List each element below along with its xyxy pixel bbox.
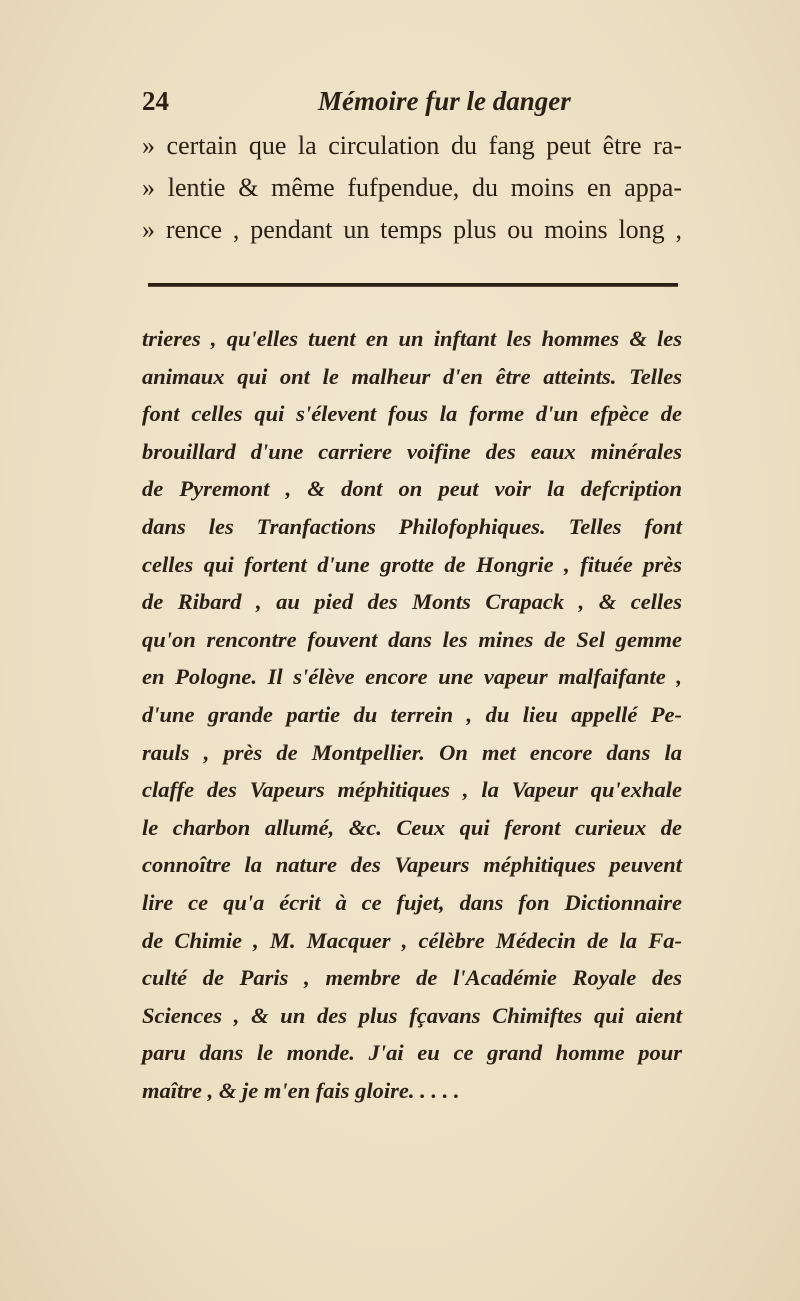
main-text-line: » certain que la circulation du fang peut être ra- [142,131,682,160]
footnote-line: de Ribard , au pied des Monts Crapack , & celles [142,589,682,615]
main-text-line: » rence , pendant un temps plus ou moins long , [142,215,682,244]
page-header [142,86,602,126]
footnote-line: lire ce qu'a écrit à ce fujet, dans fon Dictionnaire [142,889,682,915]
footnote-line: animaux qui ont le malheur d'en être atteints. Telles [142,363,682,389]
footnote-line: qu'on rencontre fouvent dans les mines de Sel gemme [142,626,682,652]
footnote-line: connoître la nature des Vapeurs méphitiques peuvent [142,852,682,878]
footnote-line: de Pyremont , & dont on peut voir la defcription [142,476,682,502]
footnote-line: le charbon allumé, &c. Ceux qui feront curieux de [142,814,682,840]
footnote-line: paru dans le monde. J'ai eu ce grand homme pour [142,1040,682,1066]
footnote-line: d'une grande partie du terrein , du lieu appellé Pe- [142,701,682,727]
main-text-line: » lentie & même fufpendue, du moins en appa- [142,173,682,202]
footnote-line: trieres , qu'elles tuent en un inftant les hommes & les [142,326,682,351]
footnote-line: dans les Tranfactions Philofophiques. Telles font [142,513,682,539]
footnote-line: font celles qui s'élevent fous la forme d'un efpèce de [142,401,682,427]
main-text-block [142,125,682,251]
footnote-line: rauls , près de Montpellier. On met encore dans la [142,739,682,765]
footnote-block [142,320,682,1109]
footnote-line: maître , & je m'en fais gloire. . . . . [142,1077,460,1103]
footnote-line: de Chimie , M. Macquer , célèbre Médecin de la Fa- [142,927,682,953]
footnote-line: celles qui fortent d'une grotte de Hongrie , fituée près [142,551,682,577]
footnote-line: en Pologne. Il s'élève encore une vapeur malfaifante , [142,664,682,690]
footnote-line: brouillard d'une carriere voifine des eaux minérales [142,438,682,464]
footnote-line: culté de Paris , membre de l'Académie Royale des [142,965,682,991]
footnote-separator-rule [148,283,678,287]
running-title: Mémoire fur le danger [318,86,571,116]
footnote-line: claffe des Vapeurs méphitiques , la Vapeur qu'exhale [142,777,682,803]
footnote-line: Sciences , & un des plus fçavans Chimiftes qui aient [142,1002,682,1028]
page-number: 24 [142,86,169,116]
